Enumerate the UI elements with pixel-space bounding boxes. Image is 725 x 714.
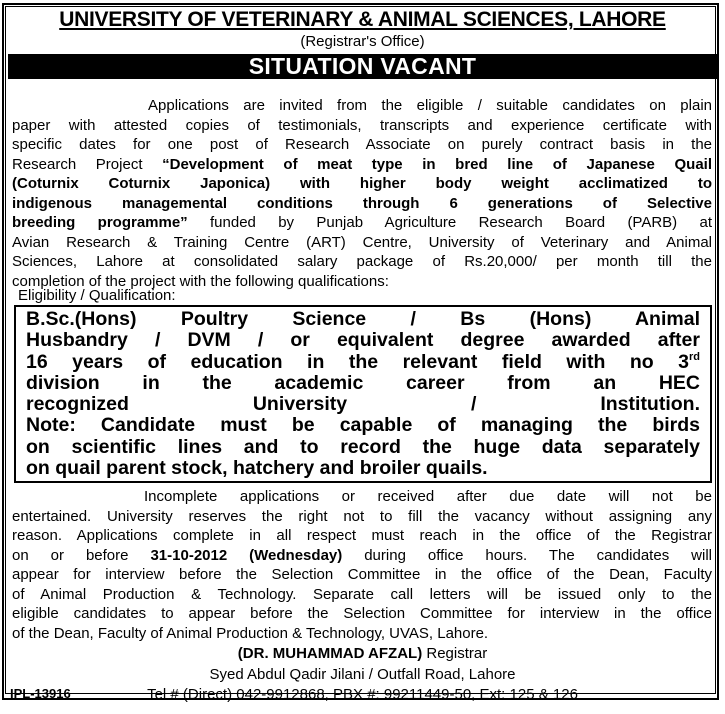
text-line [26, 309, 700, 330]
text-line [12, 624, 712, 644]
bold-text: breeding programme” [12, 214, 188, 231]
text-line [12, 233, 712, 253]
text-segment: reason. Applications complete in all respect must reach in the office of the Registrar [12, 527, 712, 544]
text-line [26, 394, 700, 415]
text-segment: on scientific lines and to record the huge data separately [26, 435, 700, 458]
qualification-box [14, 305, 712, 483]
text-segment: eligible candidates to appear before the Selection Committee for interview in the office [12, 605, 712, 622]
text-segment: Research Project [12, 155, 163, 173]
text-line [26, 437, 700, 458]
intro-paragraph [12, 96, 712, 291]
text-line [12, 213, 712, 233]
text-line [12, 155, 712, 175]
situation-vacant-banner: SITUATION VACANT [8, 54, 717, 79]
text-segment: Avian Research & Training Centre (ART) Centre, University of Veterinary and Animal [12, 233, 712, 251]
terms-paragraph [12, 487, 712, 643]
text-line [12, 487, 712, 507]
text-segment: Note: Candidate must be capable of managing the birds [26, 414, 700, 437]
text-line [12, 174, 712, 194]
text-line [12, 585, 712, 605]
text-segment: paper with attested copies of testimonials, transcripts and experience certificate with [12, 116, 712, 134]
text-line [12, 507, 712, 527]
text-line [26, 330, 700, 351]
bold-text: (Coturnix Coturnix Japonica) with higher body weight acclimatized to [12, 175, 712, 192]
text-segment: recognized University / Institution. [26, 393, 700, 416]
text-segment: division in the academic career from an HEC [26, 371, 700, 394]
text-segment: B.Sc.(Hons) Poultry Science / Bs (Hons) Animal [26, 308, 700, 330]
bold-text: “Development of meat type in bred line of Japanese Quail [162, 155, 713, 173]
address-line: Syed Abdul Qadir Jilani / Outfall Road, Lahore [209, 666, 516, 683]
text-line [12, 194, 712, 214]
text-segment: on or before [12, 546, 151, 564]
text-line [12, 96, 712, 116]
text-segment: Sciences, Lahore at consolidated salary package of Rs.20,000/ per month till the [12, 253, 712, 270]
bold-text: indigenous managemental conditions through 6 generations of Selective [12, 194, 712, 212]
office-subtitle: (Registrar's Office) [300, 33, 425, 50]
text-line [12, 252, 712, 272]
text-line [12, 116, 712, 136]
text-line [26, 458, 700, 479]
text-segment: during office hours. The candidates will [342, 546, 712, 564]
phone-line: Tel # (Direct) 042-9912868, PBX #: 99211449-50, Ext: 125 & 126 [147, 686, 578, 703]
text-line [26, 415, 700, 436]
university-title: UNIVERSITY OF VETERINARY & ANIMAL SCIENCES, LAHORE [59, 8, 666, 31]
text-segment: specific dates for one post of Research Associate on purely contract basis in the [12, 136, 712, 153]
text-line [26, 352, 700, 373]
text-segment: Applications are invited from the eligible / suitable candidates on plain [148, 97, 712, 114]
registrar-role: Registrar [422, 645, 488, 662]
text-line [12, 526, 712, 546]
text-segment: of the Dean, Faculty of Animal Production & Technology, UVAS, Lahore. [12, 624, 489, 642]
ad-code: IPL-13916 [10, 686, 71, 701]
text-segment: Incomplete applications or received after due date will not be [144, 488, 712, 505]
registrar-name: (DR. MUHAMMAD AFZAL) [237, 645, 423, 662]
text-segment: on quail parent stock, hatchery and broiler quails. [26, 457, 488, 480]
text-line [12, 604, 712, 624]
text-segment: completion of the project with the following qualifications: [12, 272, 389, 290]
text-line [12, 546, 712, 566]
bold-text: 31-10-2012 (Wednesday) [150, 546, 343, 564]
text-line [12, 565, 712, 585]
superscript-text: rd [689, 350, 700, 363]
text-line [12, 135, 712, 155]
text-segment: of Animal Production & Technology. Separate call letters will be issued only to the [12, 585, 712, 603]
eligibility-label: Eligibility / Qualification: [18, 287, 176, 304]
text-segment: entertained. University reserves the right not to fill the vacancy without assigning any [12, 507, 712, 525]
signature-line [0, 645, 725, 662]
text-segment: Husbandry / DVM / or equivalent degree awarded after [26, 329, 700, 352]
text-line [26, 373, 700, 394]
text-segment: funded by Punjab Agriculture Research Board (PARB) at [187, 214, 712, 231]
text-segment: appear for interview before the Selection Committee in the office of the Dean, Faculty [12, 566, 712, 583]
text-segment: 16 years of education in the relevant field with no 3 [26, 350, 689, 373]
